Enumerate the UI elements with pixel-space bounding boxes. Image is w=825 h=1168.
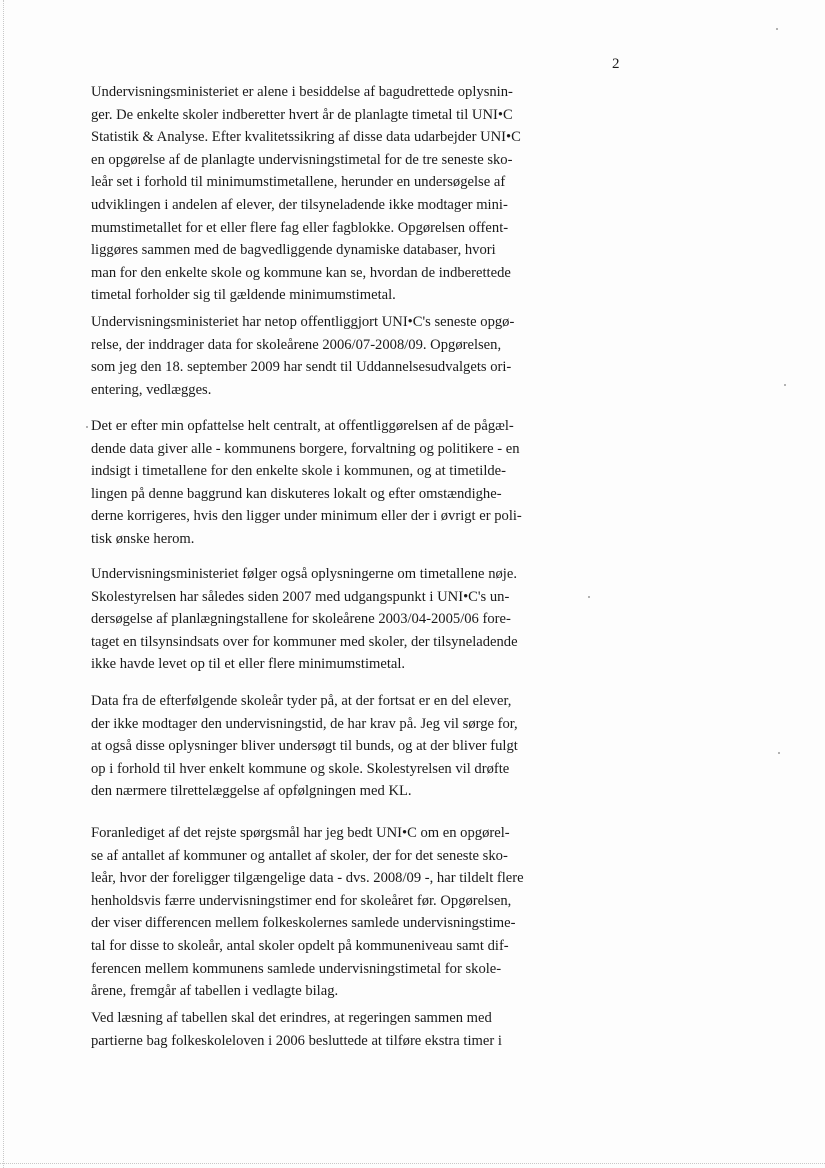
text-line: leår, hvor der foreligger tilgængelige data - dvs. 2008/09 -, har tildelt flere — [91, 870, 524, 887]
text-line: entering, vedlægges. — [91, 381, 212, 398]
scan-speck — [588, 596, 590, 598]
text-line: partierne bag folkeskoleloven i 2006 besluttede at tilføre ekstra timer i — [91, 1032, 502, 1049]
paragraph-1 — [91, 81, 561, 307]
text-line: tal for disse to skoleår, antal skoler opdelt på kommuneniveau samt dif- — [91, 937, 509, 954]
text-line: Skolestyrelsen har således siden 2007 med udgangspunkt i UNI•C's un- — [91, 588, 510, 605]
text-line: leår set i forhold til minimumstimetallene, herunder en undersøgelse af — [91, 174, 506, 191]
paragraph-6 — [91, 822, 561, 1003]
text-line: at også disse oplysninger bliver undersøgt til bunds, og at der bliver fulgt — [91, 738, 518, 755]
text-line: man for den enkelte skole og kommune kan se, hvordan de indberettede — [91, 264, 511, 281]
text-line: ger. De enkelte skoler indberetter hvert år de planlagte timetal til UNI•C — [91, 106, 513, 123]
text-line: indsigt i timetallene for den enkelte skole i kommunen, og at timetilde- — [91, 463, 507, 480]
text-line: lingen på denne baggrund kan diskuteres lokalt og efter omstændighe- — [91, 485, 502, 502]
text-line: se af antallet af kommuner og antallet af skoler, der for det seneste sko- — [91, 847, 508, 864]
paragraph-2 — [91, 311, 561, 401]
paragraph-4 — [91, 563, 561, 676]
text-line: henholdsvis færre undervisningstimer end for skoleåret før. Opgørelsen, — [91, 892, 512, 909]
scan-speck — [776, 28, 778, 30]
text-line: Ved læsning af tabellen skal det erindres, at regeringen sammen med — [91, 1010, 492, 1026]
paragraph-5 — [91, 690, 561, 803]
text-line: mumstimetallet for et eller flere fag eller fagblokke. Opgørelsen offent- — [91, 219, 509, 236]
text-line: timetal forholder sig til gældende minimumstimetal. — [91, 287, 396, 304]
text-line: Det er efter min opfattelse helt centralt, at offentliggørelsen af de pågæl- — [91, 418, 514, 434]
text-line: udviklingen i andelen af elever, der tilsyneladende ikke modtager mini- — [91, 196, 508, 213]
text-line: relse, der inddrager data for skoleårene 2006/07-2008/09. Opgørelsen, — [91, 336, 502, 353]
text-line: dende data giver alle - kommunens borgere, forvaltning og politikere - en — [91, 440, 520, 457]
text-line: årene, fremgår af tabellen i vedlagte bilag. — [91, 983, 339, 1000]
text-line: der viser differencen mellem folkeskolernes samlede undervisningstime- — [91, 915, 516, 932]
scan-speck — [784, 384, 786, 386]
page-number: 2 — [612, 56, 620, 72]
text-line: ikke havde levet op til et eller flere minimumstimetal. — [91, 656, 406, 673]
text-line: Undervisningsministeriet har netop offentliggjort UNI•C's seneste opgø- — [91, 314, 515, 330]
text-line: derne korrigeres, hvis den ligger under minimum eller der i øvrigt er poli- — [91, 508, 522, 525]
text-line: som jeg den 18. september 2009 har sendt til Uddannelsesudvalgets ori- — [91, 359, 512, 376]
text-line: Foranlediget af det rejste spørgsmål har jeg bedt UNI•C om en opgørel- — [91, 825, 510, 841]
text-line: taget en tilsynsindsats over for kommuner med skoler, der tilsyneladende — [91, 633, 518, 650]
text-line: Statistik & Analyse. Efter kvalitetssikring af disse data udarbejder UNI•C — [91, 129, 521, 146]
text-line: op i forhold til hver enkelt kommune og skole. Skolestyrelsen vil drøfte — [91, 760, 510, 777]
scan-bottom-edge — [0, 1163, 825, 1165]
text-line: liggøres sammen med de bagvedliggende dynamiske databaser, hvori — [91, 242, 496, 259]
scan-speck — [86, 426, 88, 428]
paragraph-3 — [91, 415, 561, 551]
text-line: Data fra de efterfølgende skoleår tyder på, at der fortsat er en del elever, — [91, 693, 512, 709]
text-line: tisk ønske herom. — [91, 530, 195, 547]
scan-speck — [778, 752, 780, 754]
text-line: Undervisningsministeriet er alene i besiddelse af bagudrettede oplysnin- — [91, 84, 513, 100]
text-line: der ikke modtager den undervisningstid, de har krav på. Jeg vil sørge for, — [91, 715, 518, 732]
paragraph-7 — [91, 1007, 561, 1052]
text-line: Undervisningsministeriet følger også oplysningerne om timetallene nøje. — [91, 566, 517, 582]
text-line: en opgørelse af de planlagte undervisningstimetal for de tre seneste sko- — [91, 151, 513, 168]
text-line: dersøgelse af planlægningstallene for skoleårene 2003/04-2005/06 fore- — [91, 611, 511, 628]
scan-left-edge — [3, 0, 5, 1168]
text-line: ferencen mellem kommunens samlede undervisningstimetal for skole- — [91, 960, 502, 977]
text-line: den nærmere tilrettelæggelse af opfølgningen med KL. — [91, 783, 412, 800]
